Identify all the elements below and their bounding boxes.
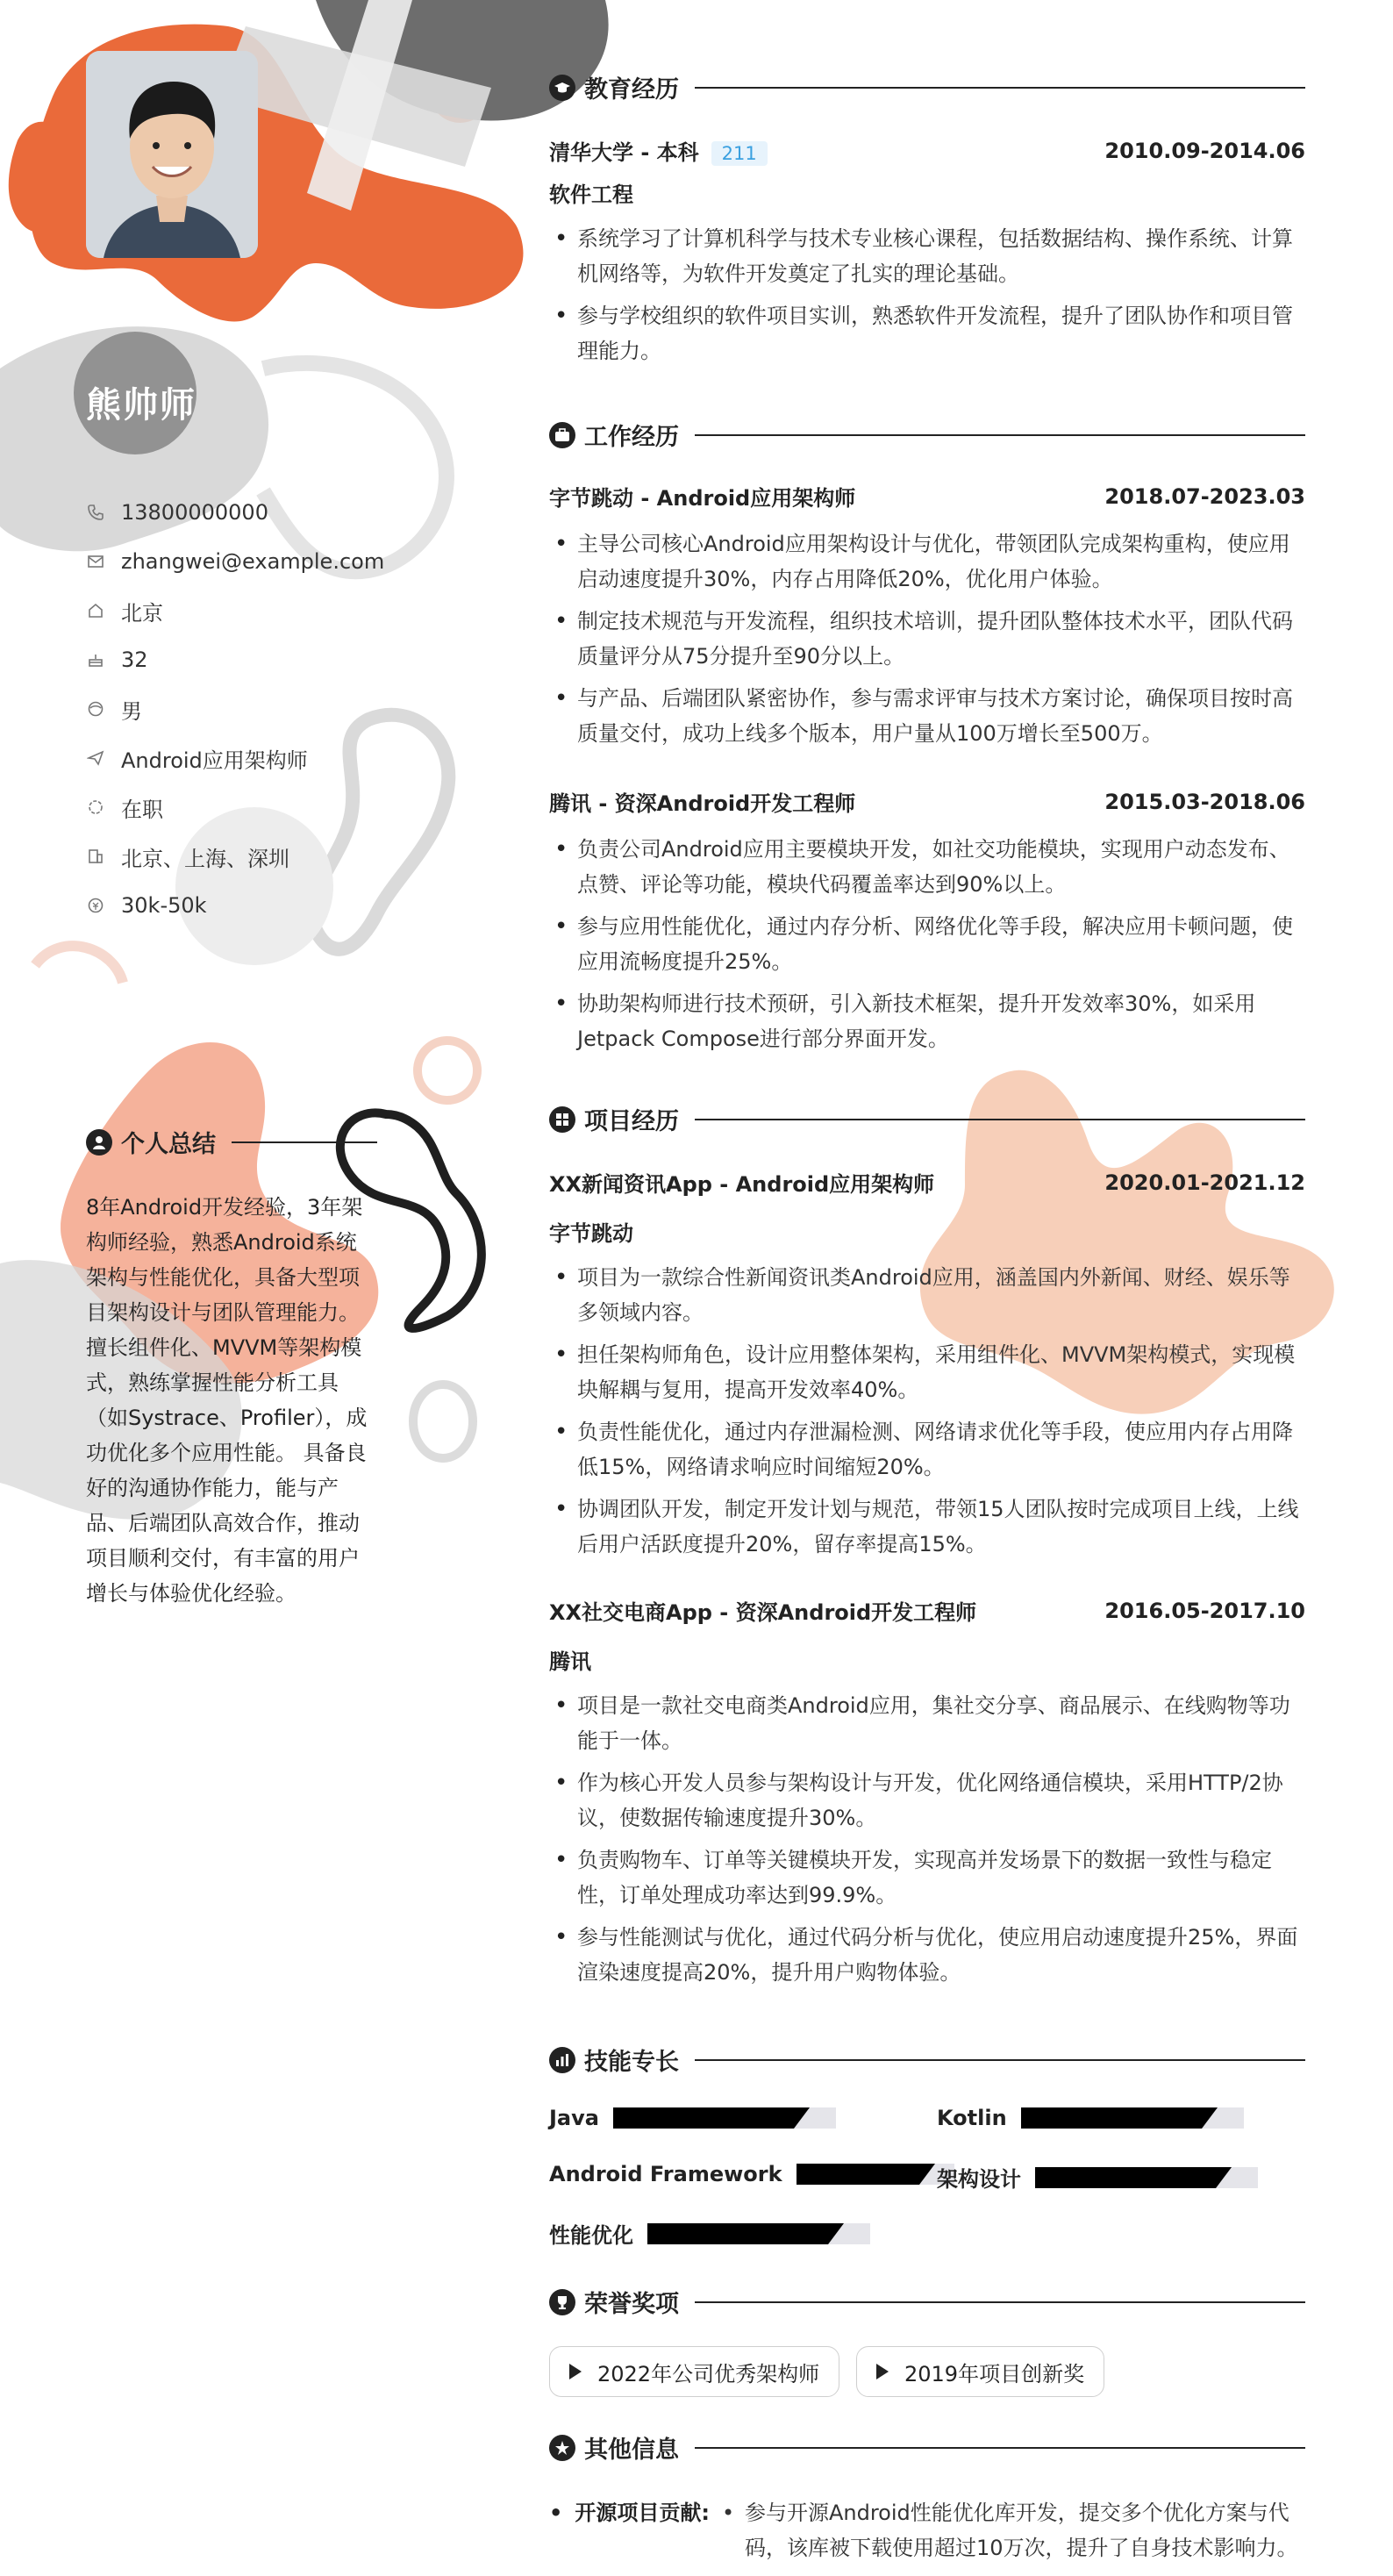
home-icon: [86, 601, 105, 620]
list-item: • 参与应用性能优化，通过内存分析、网络优化等手段，解决应用卡顿问题，使应用流畅度提升25%。: [549, 909, 1305, 979]
job-row: [549, 481, 1305, 512]
info-location: [86, 832, 384, 881]
info-text: 在职: [121, 797, 163, 822]
other-text: • 参与开源Android性能优化库开发，提交多个优化方案与代码，该库被下载使用超过10万次，提升了自身技术影响力。: [718, 2495, 1305, 2565]
list-item: • 制定技术规范与开发流程，组织技术培训，提升团队整体技术水平，团队代码质量评分从75分提升至90分以上。: [549, 604, 1305, 674]
info-gender: [86, 684, 384, 733]
project-row: [549, 1595, 1305, 1626]
section-divider: [695, 2059, 1305, 2061]
skill-level-bar: [797, 2164, 954, 2185]
project-company: 腾讯: [549, 1649, 591, 1674]
user-icon: [86, 1129, 112, 1156]
project-date: 2016.05-2017.10: [1104, 1598, 1305, 1623]
list-item: • 负责购物车、订单等关键模块开发，实现高并发场景下的数据一致性与稳定性，订单处理成功率达到99.9%。: [549, 1843, 1305, 1913]
list-item: • 与产品、后端团队紧密协作，参与需求评审与技术方案讨论，确保项目按时高质量交付，成功上线多个版本，用户量从100万增长至500万。: [549, 681, 1305, 751]
skill-architecture: [937, 2162, 1258, 2193]
education-school: 清华大学 - 本科: [549, 140, 699, 165]
grid-icon: [549, 1106, 575, 1133]
education-bullets: [549, 221, 1305, 376]
awards-title: 荣誉奖项: [584, 2291, 679, 2318]
list-item: • 协调团队开发，制定开发计划与规范，带领15人团队按时完成项目上线，上线后用户活跃度提升20%，留存率提高15%。: [549, 1492, 1305, 1562]
info-text: zhangwei@example.com: [121, 549, 385, 574]
skill-level-tip: [919, 2164, 935, 2185]
section-divider: [695, 2447, 1305, 2449]
phone-icon: [86, 503, 105, 522]
info-text: 32: [121, 648, 148, 672]
skill-level-tip: [794, 2107, 810, 2129]
awards-heading: [549, 2285, 1305, 2319]
education-heading: [549, 70, 1305, 104]
award-chip: [856, 2346, 1104, 2397]
skill-level-bar: [647, 2223, 870, 2244]
skill-level-tip: [1202, 2107, 1218, 2129]
list-item: • 项目为一款综合性新闻资讯类Android应用，涵盖国内外新闻、财经、娱乐等多领域内容。: [549, 1260, 1305, 1330]
job-date: 2015.03-2018.06: [1104, 789, 1305, 814]
award-chip: [549, 2346, 839, 2397]
list-item: • 作为核心开发人员参与架构设计与开发，优化网络通信模块，采用HTTP/2协议，使数据传输速度提升30%。: [549, 1765, 1305, 1835]
skill-kotlin: [937, 2106, 1244, 2130]
list-item: • 协助架构师进行技术预研，引入新技术框架，提升开发效率30%，如采用Jetpack Compose进行部分界面开发。: [549, 986, 1305, 1056]
education-major: 软件工程: [549, 182, 633, 207]
person-photo-icon: [86, 51, 258, 258]
info-text: 男: [121, 698, 142, 724]
education-date: 2010.09-2014.06: [1104, 138, 1305, 163]
education-school-wrap: [549, 135, 768, 166]
info-email: [86, 537, 384, 586]
job-row: [549, 786, 1305, 817]
section-divider: [695, 1119, 1305, 1120]
cake-icon: [86, 650, 105, 669]
project-company: 字节跳动: [549, 1221, 633, 1246]
skills-heading: [549, 2043, 1305, 2077]
other-title: 其他信息: [584, 2436, 679, 2464]
briefcase-icon: [549, 422, 575, 448]
section-divider: [695, 434, 1305, 436]
list-item: • 系统学习了计算机科学与技术专业核心课程，包括数据结构、操作系统、计算机网络等，为软件开发奠定了扎实的理论基础。: [549, 221, 1305, 291]
info-salary: [86, 881, 384, 930]
skill-level-tip: [828, 2223, 844, 2244]
job-date: 2018.07-2023.03: [1104, 483, 1305, 509]
skill-name: 架构设计: [937, 2167, 1021, 2192]
graduation-cap-icon: [549, 75, 575, 101]
skill-level-bar: [613, 2107, 836, 2129]
projects-heading: [549, 1102, 1305, 1136]
other-info: [549, 2495, 1305, 2565]
summary-text: 8年Android开发经验，3年架构师经验，熟悉Android系统架构与性能优化，具备大型项目架构设计与团队管理能力。 擅长组件化、MVVM等架构模式，熟练掌握性能分析工具（如Systrace、Profiler），成功优化多个应用性能。 具备良好的沟通协作能力，能与产品、后端团队高效合作，推动项目顺利交付，有丰富的用户增长与体验优化经验。: [86, 1195, 368, 1606]
info-text: 13800000000: [121, 500, 268, 525]
list-item: • 主导公司核心Android应用架构设计与优化，带领团队完成架构重构，使应用启动速度提升30%，内存占用降低20%，优化用户体验。: [549, 526, 1305, 597]
summary-divider: [232, 1141, 377, 1143]
info-text: Android应用架构师: [121, 748, 308, 773]
skill-name: Kotlin: [937, 2106, 1007, 2130]
skill-level-tip: [1216, 2167, 1232, 2188]
skill-performance: [549, 2218, 870, 2249]
other-label: • 开源项目贡献:: [549, 2495, 710, 2565]
list-item: • 参与性能测试与优化，通过代码分析与优化，使应用启动速度提升25%，界面渲染速度提高20%，提升用户购物体验。: [549, 1920, 1305, 1990]
info-phone: [86, 488, 384, 537]
project-bullets: [549, 1260, 1305, 1569]
skill-level-fill: [1021, 2107, 1202, 2129]
play-icon: [876, 2364, 889, 2379]
info-title: [86, 733, 384, 783]
award-label: 2022年公司优秀架构师: [597, 2361, 820, 2386]
gender-icon: [86, 699, 105, 719]
skill-java: [549, 2106, 836, 2130]
section-divider: [695, 87, 1305, 89]
work-title: 工作经历: [584, 424, 679, 451]
status-icon: [86, 798, 105, 817]
list-item: • 担任架构师角色，设计应用整体架构，采用组件化、MVVM架构模式，实现模块解耦与复用，提高开发效率40%。: [549, 1337, 1305, 1407]
skills-title: 技能专长: [584, 2049, 679, 2076]
info-age: [86, 635, 384, 684]
bar-chart-icon: [549, 2047, 575, 2073]
skill-name: Android Framework: [549, 2162, 782, 2186]
project-bullets: [549, 1688, 1305, 1997]
school-tag-badge: 211: [711, 141, 768, 166]
skill-level-bar: [1035, 2167, 1258, 2188]
send-icon: [86, 748, 105, 768]
work-heading: [549, 418, 1305, 452]
avatar: [86, 51, 258, 258]
building-icon: [86, 847, 105, 866]
summary-heading: [86, 1125, 377, 1159]
job-bullets: [549, 832, 1305, 1063]
play-icon: [569, 2364, 582, 2379]
education-row: [549, 135, 1305, 166]
list-item: • 负责公司Android应用主要模块开发，如社交功能模块，实现用户动态发布、点赞、评论等功能，模块代码覆盖率达到90%以上。: [549, 832, 1305, 902]
info-text: 30k-50k: [121, 893, 207, 918]
trophy-icon: [549, 2289, 575, 2315]
contact-info: [86, 488, 384, 930]
list-item: • 参与学校组织的软件项目实训，熟悉软件开发流程，提升了团队协作和项目管理能力。: [549, 298, 1305, 369]
list-item: • 负责性能优化，通过内存泄漏检测、网络请求优化等手段，使应用内存占用降低15%，网络请求响应时间缩短20%。: [549, 1414, 1305, 1485]
skill-level-fill: [797, 2164, 919, 2185]
money-icon: [86, 896, 105, 915]
skill-android-framework: [549, 2162, 954, 2186]
left-column: [0, 0, 491, 2576]
job-head: 字节跳动 - Android应用架构师: [549, 486, 856, 511]
projects-title: 项目经历: [584, 1108, 679, 1135]
project-row: [549, 1167, 1305, 1198]
email-icon: [86, 552, 105, 571]
section-divider: [695, 2301, 1305, 2303]
skill-name: Java: [549, 2106, 599, 2130]
skill-level-fill: [1035, 2167, 1216, 2188]
skill-level-fill: [613, 2107, 794, 2129]
candidate-name: 熊帅师: [86, 385, 196, 426]
list-item: • 项目是一款社交电商类Android应用，集社交分享、商品展示、在线购物等功能于一体。: [549, 1688, 1305, 1758]
job-bullets: [549, 526, 1305, 758]
project-head: XX社交电商App - 资深Android开发工程师: [549, 1600, 977, 1625]
info-text: 北京、上海、深圳: [121, 846, 289, 871]
summary-title: 个人总结: [121, 1131, 216, 1158]
education-title: 教育经历: [584, 76, 679, 104]
project-head: XX新闻资讯App - Android应用架构师: [549, 1172, 935, 1197]
skill-level-bar: [1021, 2107, 1244, 2129]
info-text: 北京: [121, 600, 163, 626]
award-label: 2019年项目创新奖: [904, 2361, 1085, 2386]
skill-level-fill: [647, 2223, 828, 2244]
other-heading: [549, 2430, 1305, 2465]
star-person-icon: [549, 2435, 575, 2461]
skill-name: 性能优化: [549, 2223, 633, 2248]
project-date: 2020.01-2021.12: [1104, 1170, 1305, 1195]
job-head: 腾讯 - 资深Android开发工程师: [549, 791, 856, 816]
info-city: [86, 586, 384, 635]
info-status: [86, 783, 384, 832]
